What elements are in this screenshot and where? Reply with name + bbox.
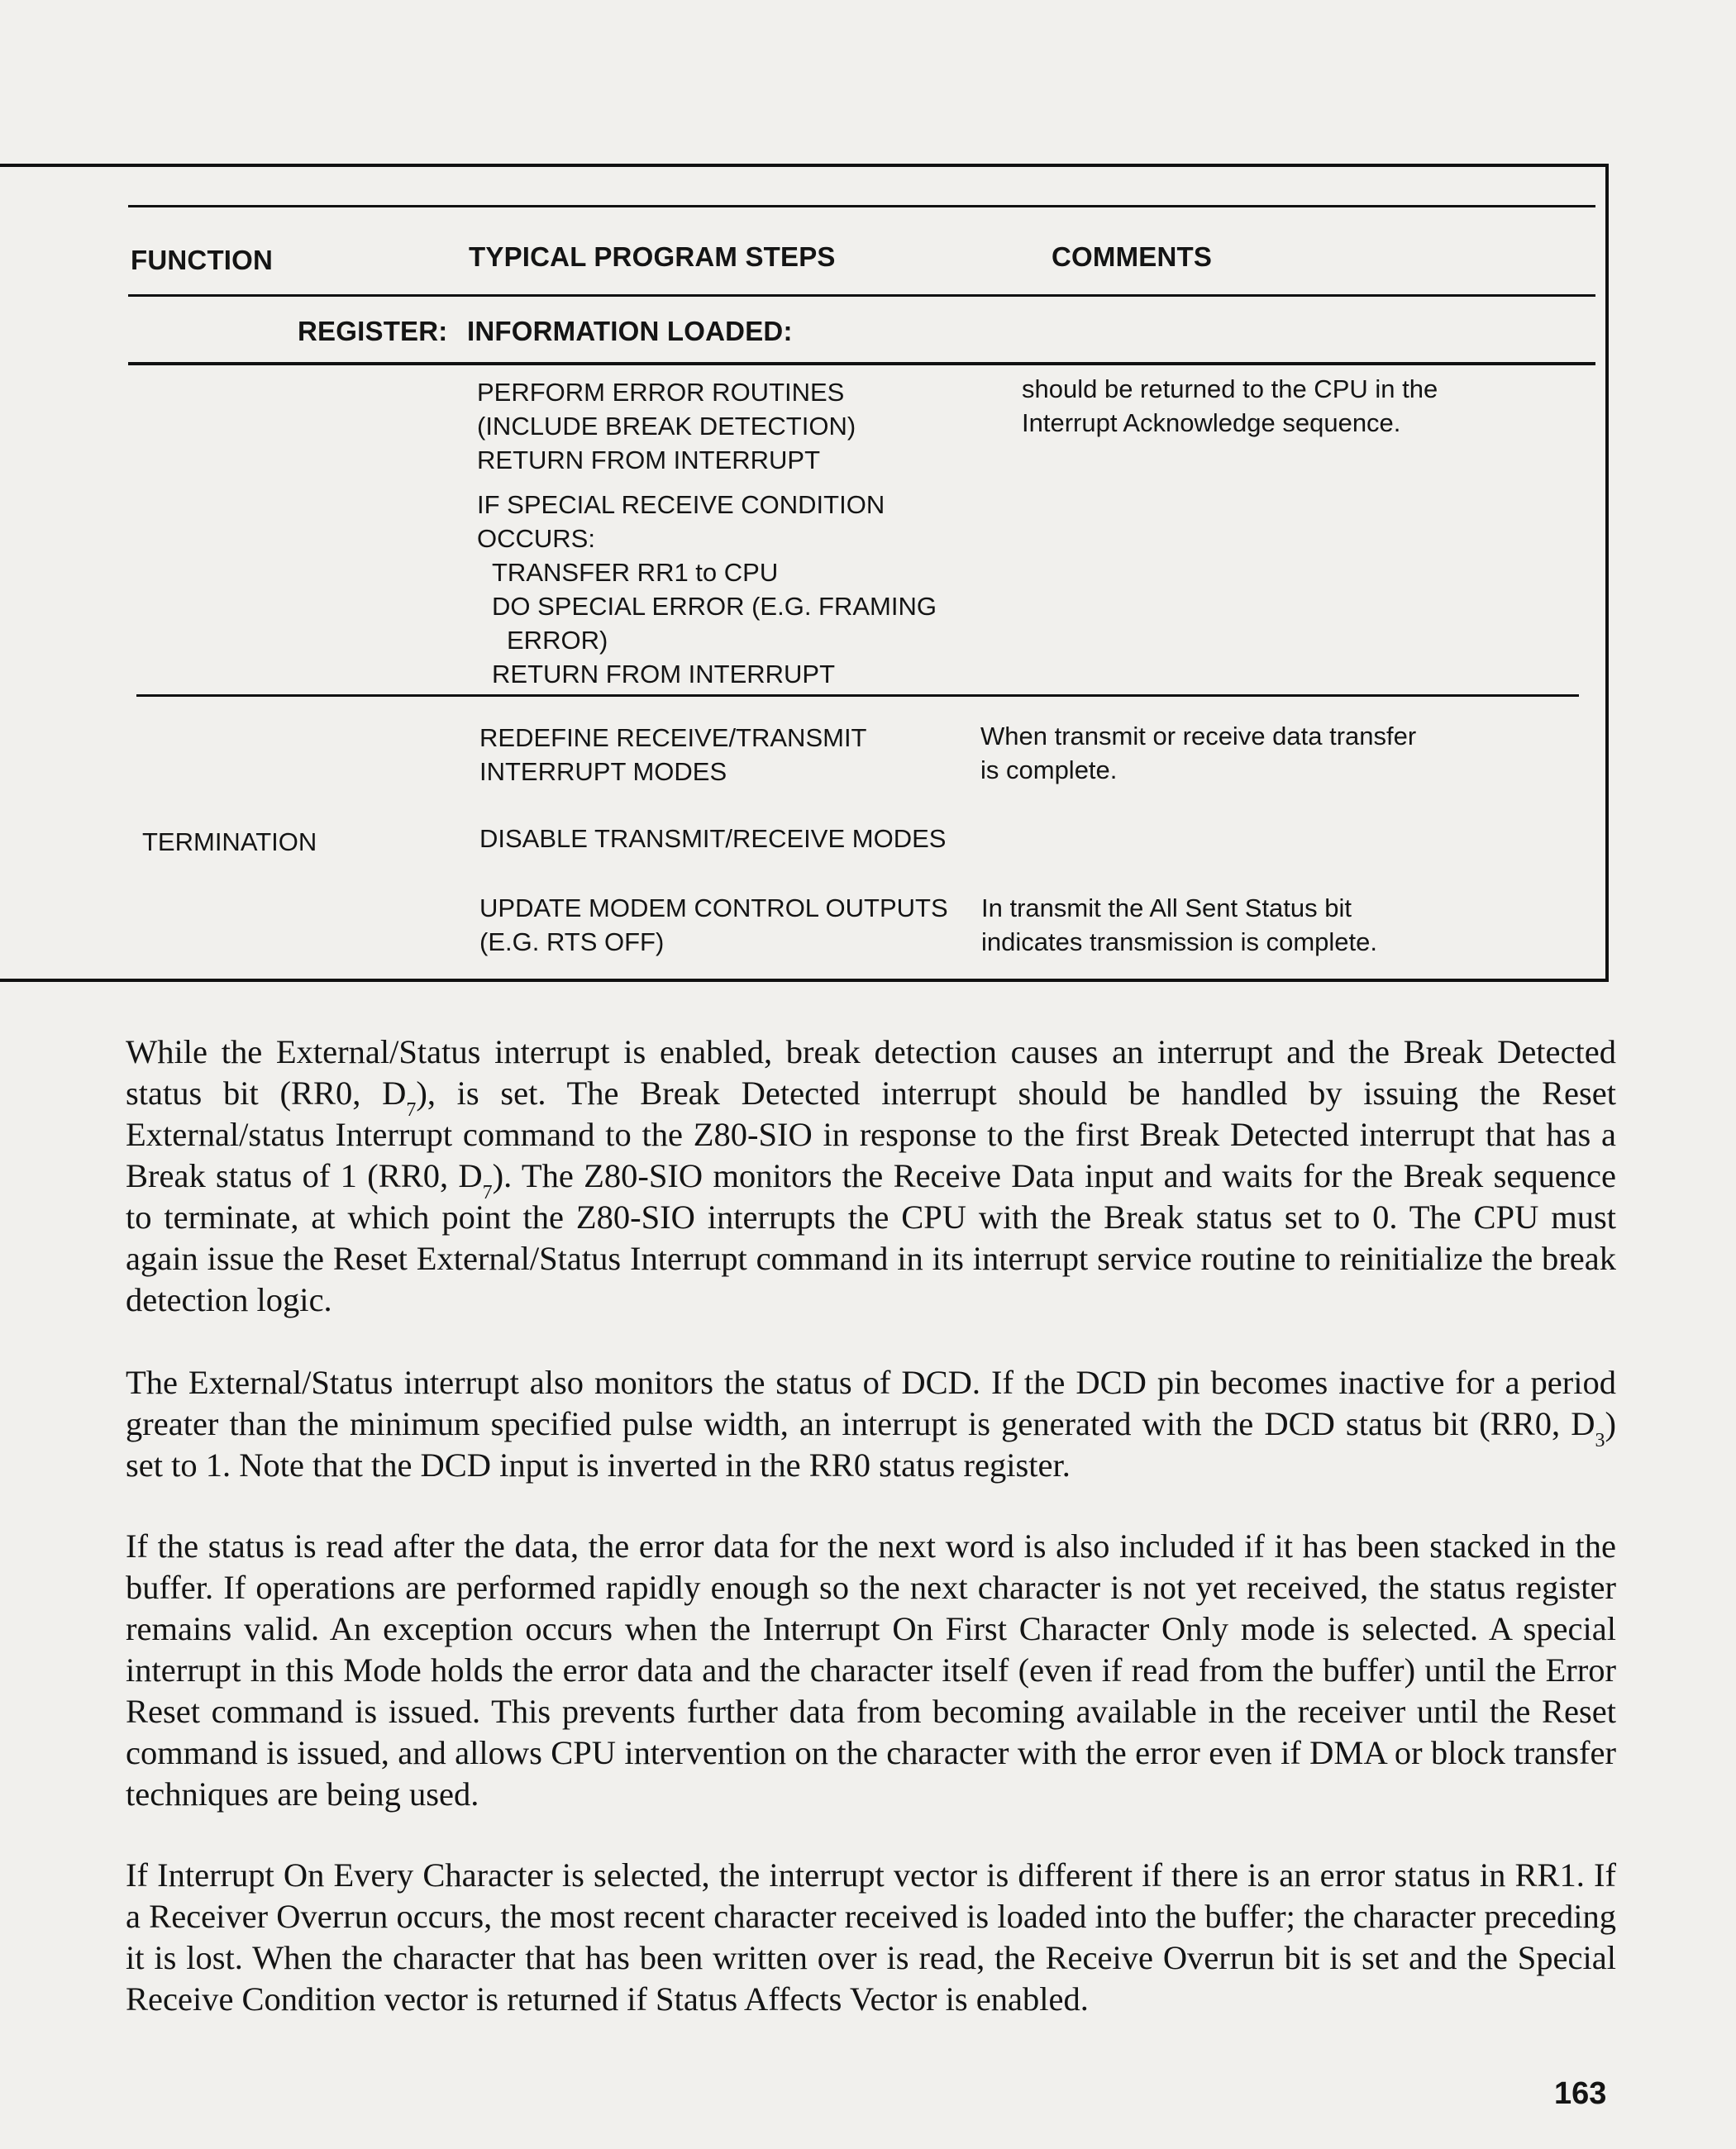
paragraph-text: While the External/Status interrupt is enabled, break detection causes an interrupt and the Break Detected status bit (RR0, D bbox=[126, 1033, 1616, 1112]
paragraph-break-detection bbox=[126, 1032, 1616, 1321]
comment-line: should be returned to the CPU in the bbox=[1022, 374, 1438, 403]
step-line: (INCLUDE BREAK DETECTION) bbox=[477, 412, 856, 441]
table-rule-subheader bbox=[128, 362, 1595, 365]
paragraph-text: ), is set. The Break Detected interrupt should be handled by issuing the Reset External/status Interrupt command to the Z80-SIO in response to the first Break Detected interrupt that has a Break status of 1 (RR0, D bbox=[126, 1074, 1616, 1194]
page-number: 163 bbox=[1554, 2076, 1607, 2111]
step-line: RETURN FROM INTERRUPT bbox=[492, 660, 836, 689]
paragraph-interrupt-every-character: If Interrupt On Every Character is selected, the interrupt vector is different if there is an error status in RR1. If a Receiver Overrun occurs, the most recent character received is loaded into the buffer; the character preceding it is lost. When the character that has been written over is read, the Receive Overrun bit is set and the Special Receive Condition vector is returned if Status Affects Vector is enabled. bbox=[126, 1856, 1616, 2018]
paragraph-status-read: If the status is read after the data, the error data for the next word is also included if it has been stacked in the buffer. If operations are performed rapidly enough so the next character is not yet received, the status register remains valid. An exception occurs when the Interrupt On First Character Only mode is selected. A special interrupt in this Mode holds the error data and the character itself (even if read from the buffer) until the Error Reset command is issued. This prevents further data from becoming available in the receiver until the Reset command is issued, and allows CPU intervention on the character with the error even if DMA or block transfer techniques are being used. bbox=[126, 1527, 1616, 1813]
step-line: REDEFINE RECEIVE/TRANSMIT bbox=[479, 723, 867, 752]
program-steps-table bbox=[0, 164, 1609, 982]
step-line: RETURN FROM INTERRUPT bbox=[477, 446, 821, 474]
paragraph-text: ). The Z80-SIO monitors the Receive Data input and waits for the Break sequence to terminate, at which point the Z80-SIO interrupts the CPU with the Break status set to 0. The CPU must again issue the Reset External/Status Interrupt command in its interrupt service routine to reinitialize the break detection logic. bbox=[126, 1157, 1616, 1318]
step-line: (E.G. RTS OFF) bbox=[479, 927, 665, 956]
termination-row-3-steps bbox=[479, 891, 948, 959]
step-line: PERFORM ERROR ROUTINES bbox=[477, 378, 845, 407]
table-rule-top bbox=[128, 205, 1595, 207]
subscript: 7 bbox=[482, 1182, 493, 1203]
comment-line: indicates transmission is complete. bbox=[981, 927, 1377, 956]
termination-row-3-comment bbox=[981, 891, 1377, 959]
termination-row-2-steps bbox=[479, 822, 946, 855]
subheader-register: REGISTER: bbox=[298, 316, 448, 346]
step-line: DISABLE TRANSMIT/RECEIVE MODES bbox=[479, 824, 947, 853]
paragraph-text: The External/Status interrupt also monitors the status of DCD. If the DCD pin becomes inactive for a period greater than the minimum specified pulse width, an interrupt is generated with the DCD status bit (RR0, D bbox=[126, 1364, 1616, 1442]
table-rule-header bbox=[128, 294, 1595, 297]
subscript: 7 bbox=[406, 1099, 417, 1121]
header-program-steps: TYPICAL PROGRAM STEPS bbox=[469, 241, 836, 272]
step-line: TRANSFER RR1 to CPU bbox=[492, 558, 779, 587]
step-line: OCCURS: bbox=[477, 524, 595, 553]
section1-comment bbox=[1022, 372, 1438, 440]
section1-steps-b bbox=[477, 488, 937, 691]
step-line: INTERRUPT MODES bbox=[479, 757, 727, 786]
paragraph-text: ) set to 1. Note that the DCD input is inverted in the RR0 status register. bbox=[126, 1405, 1616, 1484]
section1-steps-a bbox=[477, 375, 856, 477]
comment-line: is complete. bbox=[980, 755, 1118, 784]
comment-line: Interrupt Acknowledge sequence. bbox=[1022, 408, 1401, 437]
step-line: IF SPECIAL RECEIVE CONDITION bbox=[477, 490, 885, 519]
table-rule-section bbox=[136, 694, 1579, 697]
subheader-information: INFORMATION LOADED: bbox=[467, 316, 793, 346]
comment-line: When transmit or receive data transfer bbox=[980, 722, 1417, 750]
step-line: DO SPECIAL ERROR (E.G. FRAMING bbox=[492, 592, 937, 621]
header-comments: COMMENTS bbox=[1052, 241, 1213, 272]
step-line: UPDATE MODEM CONTROL OUTPUTS bbox=[479, 893, 948, 922]
header-function: FUNCTION bbox=[131, 245, 274, 275]
termination-row-1-steps bbox=[479, 721, 867, 789]
step-line: ERROR) bbox=[507, 626, 608, 655]
termination-function: TERMINATION bbox=[142, 827, 317, 856]
termination-row-1-comment bbox=[980, 719, 1416, 787]
subscript: 3 bbox=[1595, 1430, 1605, 1451]
paragraph-dcd-status bbox=[126, 1362, 1616, 1486]
comment-line: In transmit the All Sent Status bit bbox=[981, 893, 1352, 922]
